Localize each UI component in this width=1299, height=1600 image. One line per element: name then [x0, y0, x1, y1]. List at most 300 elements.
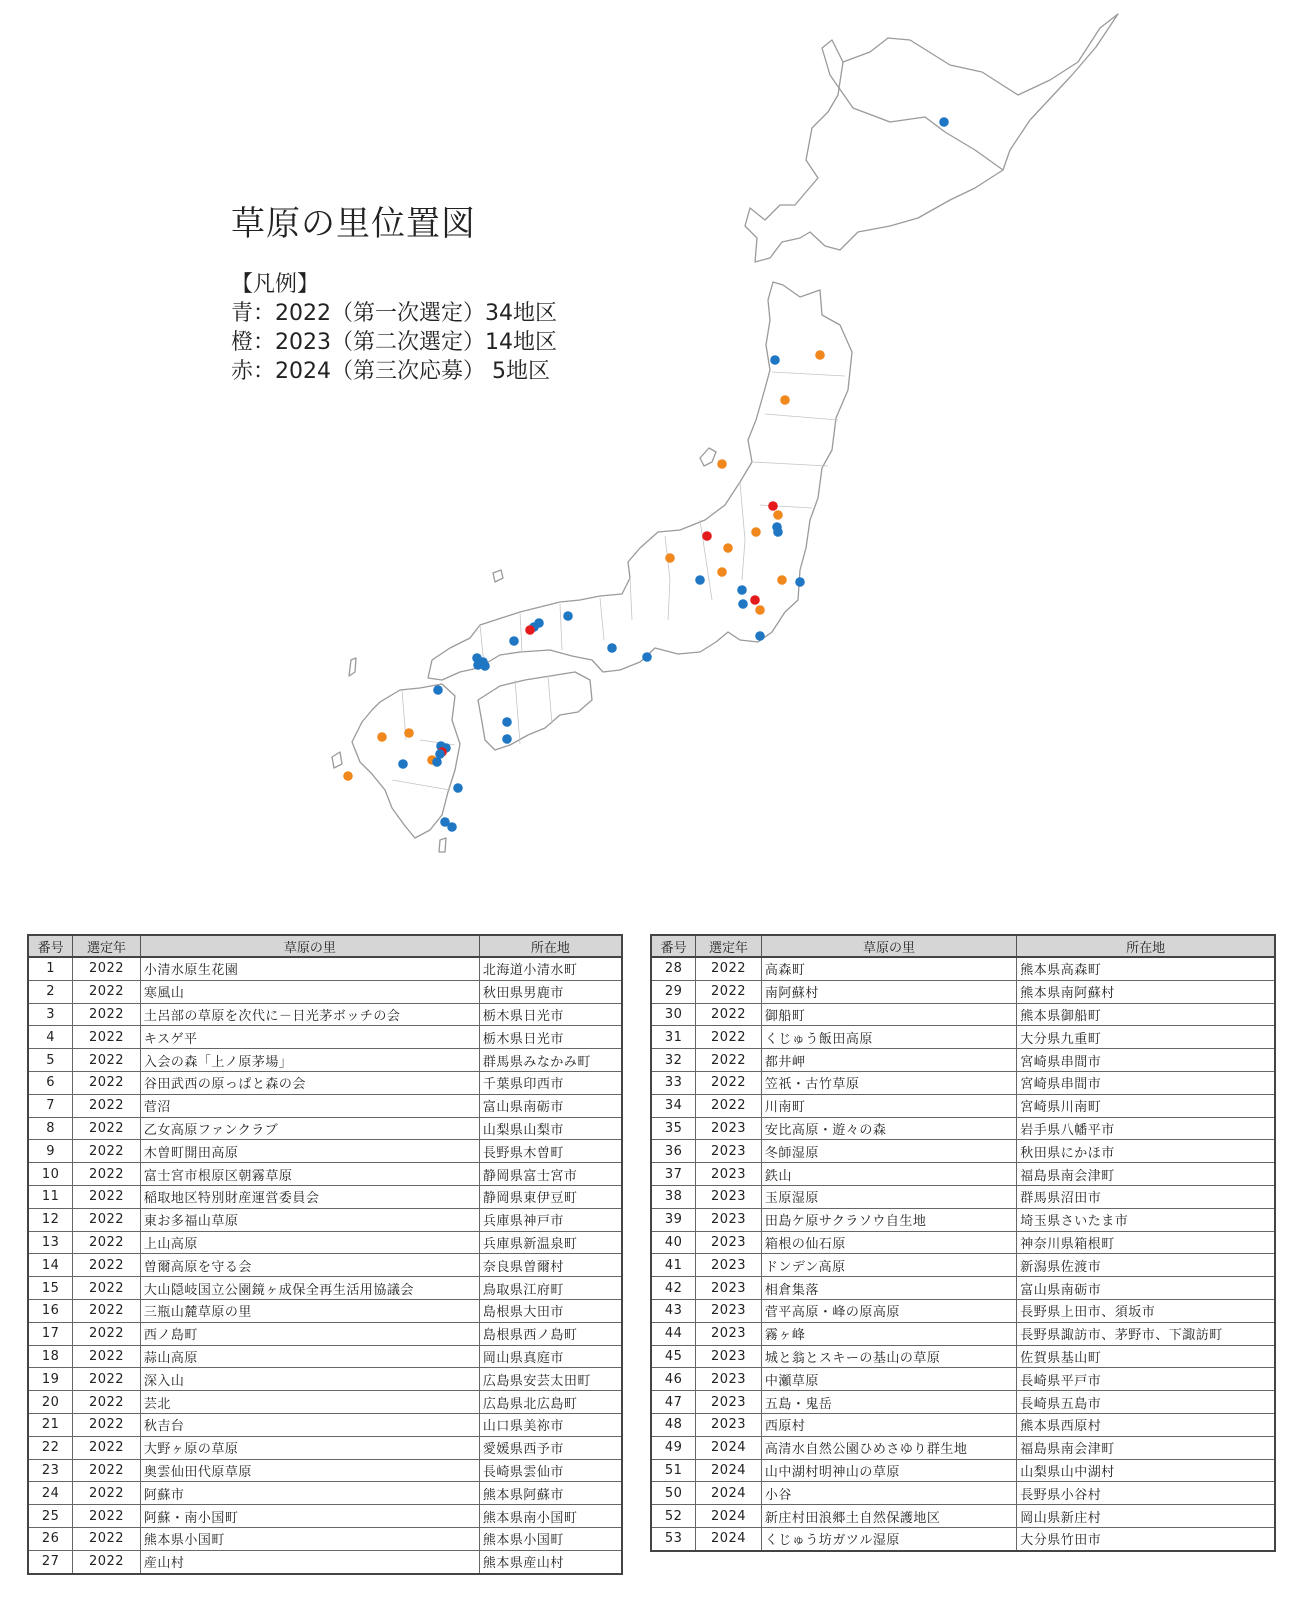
cell-year: 2022	[73, 1208, 141, 1231]
site-marker-2023	[717, 567, 727, 577]
cell-year: 2023	[696, 1368, 762, 1391]
site-marker-2022	[509, 636, 519, 646]
cell-site: 熊本県小国町	[140, 1527, 479, 1550]
cell-site: 新庄村田浪郷土自然保護地区	[761, 1505, 1016, 1528]
cell-number: 52	[651, 1505, 696, 1528]
cell-location: 新潟県佐渡市	[1017, 1254, 1275, 1277]
cell-site: 中瀬草原	[761, 1368, 1016, 1391]
site-marker-2022	[770, 355, 780, 365]
header-site: 草原の里	[761, 935, 1016, 957]
cell-location: 長野県木曽町	[479, 1140, 622, 1163]
table-row	[28, 1049, 622, 1072]
cell-site: 都井岬	[761, 1049, 1016, 1072]
cell-number: 24	[28, 1482, 73, 1505]
cell-number: 36	[651, 1140, 696, 1163]
cell-year: 2024	[696, 1482, 762, 1505]
cell-site: 蒜山高原	[140, 1345, 479, 1368]
cell-location: 栃木県日光市	[479, 1003, 622, 1026]
table-row	[651, 980, 1275, 1003]
cell-year: 2023	[696, 1391, 762, 1414]
cell-site: キスゲ平	[140, 1026, 479, 1049]
site-marker-2023	[755, 605, 765, 615]
cell-site: 小清水原生花園	[140, 957, 479, 980]
cell-year: 2023	[696, 1322, 762, 1345]
site-marker-2023	[815, 350, 825, 360]
cell-year: 2022	[696, 1049, 762, 1072]
cell-year: 2022	[696, 980, 762, 1003]
header-year: 選定年	[73, 935, 141, 957]
cell-year: 2022	[73, 1413, 141, 1436]
cell-number: 30	[651, 1003, 696, 1026]
cell-number: 43	[651, 1299, 696, 1322]
cell-location: 熊本県御船町	[1017, 1003, 1275, 1026]
site-marker-2024	[750, 595, 760, 605]
site-marker-2023	[343, 771, 353, 781]
table-row	[28, 1208, 622, 1231]
cell-year: 2023	[696, 1277, 762, 1300]
table-row	[651, 1413, 1275, 1436]
table-row	[28, 1391, 622, 1414]
cell-location: 群馬県沼田市	[1017, 1185, 1275, 1208]
cell-site: 土呂部の草原を次代に－日光茅ボッチの会	[140, 1003, 479, 1026]
cell-year: 2022	[73, 1277, 141, 1300]
cell-number: 33	[651, 1071, 696, 1094]
cell-location: 岡山県真庭市	[479, 1345, 622, 1368]
cell-site: 乙女高原ファンクラブ	[140, 1117, 479, 1140]
cell-number: 21	[28, 1413, 73, 1436]
cell-number: 32	[651, 1049, 696, 1072]
cell-site: 大山隠岐国立公園鏡ヶ成保全再生活用協議会	[140, 1277, 479, 1300]
cell-location: 熊本県高森町	[1017, 957, 1275, 980]
cell-year: 2022	[73, 1185, 141, 1208]
cell-number: 27	[28, 1550, 73, 1573]
header-location: 所在地	[479, 935, 622, 957]
cell-location: 長野県上田市、須坂市	[1017, 1299, 1275, 1322]
cell-site: 曽爾高原を守る会	[140, 1254, 479, 1277]
cell-location: 広島県安芸太田町	[479, 1368, 622, 1391]
cell-number: 25	[28, 1505, 73, 1528]
table-row	[651, 1254, 1275, 1277]
cell-site: 上山高原	[140, 1231, 479, 1254]
table-row	[651, 1391, 1275, 1414]
site-marker-2022	[755, 631, 765, 641]
cell-site: 阿蘇市	[140, 1482, 479, 1505]
cell-location: 富山県南砺市	[1017, 1277, 1275, 1300]
site-marker-2023	[665, 553, 675, 563]
site-marker-2022	[939, 117, 949, 127]
cell-location: 熊本県阿蘇市	[479, 1482, 622, 1505]
table-row	[651, 1003, 1275, 1026]
cell-year: 2022	[73, 1071, 141, 1094]
cell-site: 川南町	[761, 1094, 1016, 1117]
header-location: 所在地	[1017, 935, 1275, 957]
table-row	[651, 1436, 1275, 1459]
table-row	[28, 1003, 622, 1026]
cell-year: 2023	[696, 1140, 762, 1163]
table-row	[28, 1550, 622, 1573]
cell-site: 稲取地区特別財産運営委員会	[140, 1185, 479, 1208]
cell-site: 御船町	[761, 1003, 1016, 1026]
cell-location: 北海道小清水町	[479, 957, 622, 980]
shikoku-outline	[478, 672, 592, 750]
goto-outline	[332, 752, 342, 768]
table-row	[28, 1163, 622, 1186]
cell-site: 安比高原・遊々の森	[761, 1117, 1016, 1140]
cell-number: 34	[651, 1094, 696, 1117]
cell-year: 2022	[696, 1026, 762, 1049]
cell-site: 谷田武西の原っぱと森の会	[140, 1071, 479, 1094]
cell-site: 西原村	[761, 1413, 1016, 1436]
cell-site: 箱根の仙石原	[761, 1231, 1016, 1254]
cell-location: 群馬県みなかみ町	[479, 1049, 622, 1072]
cell-year: 2023	[696, 1117, 762, 1140]
cell-location: 山梨県山中湖村	[1017, 1459, 1275, 1482]
cell-location: 神奈川県箱根町	[1017, 1231, 1275, 1254]
table-row	[651, 1299, 1275, 1322]
cell-year: 2023	[696, 1345, 762, 1368]
table-row	[651, 1459, 1275, 1482]
cell-number: 46	[651, 1368, 696, 1391]
cell-year: 2022	[696, 1003, 762, 1026]
cell-location: 富山県南砺市	[479, 1094, 622, 1117]
cell-number: 20	[28, 1391, 73, 1414]
cell-number: 18	[28, 1345, 73, 1368]
table-row	[651, 1345, 1275, 1368]
site-marker-2024	[768, 501, 778, 511]
cell-location: 島根県西ノ島町	[479, 1322, 622, 1345]
cell-location: 長崎県五島市	[1017, 1391, 1275, 1414]
cell-number: 40	[651, 1231, 696, 1254]
table-row	[28, 1140, 622, 1163]
cell-number: 48	[651, 1413, 696, 1436]
cell-site: 奥雲仙田代原草原	[140, 1459, 479, 1482]
table-row	[28, 980, 622, 1003]
cell-number: 4	[28, 1026, 73, 1049]
cell-location: 島根県大田市	[479, 1299, 622, 1322]
cell-number: 11	[28, 1185, 73, 1208]
cell-location: 千葉県印西市	[479, 1071, 622, 1094]
site-marker-2022	[642, 652, 652, 662]
cell-year: 2022	[73, 1049, 141, 1072]
site-marker-2022	[563, 611, 573, 621]
table-row	[651, 1185, 1275, 1208]
table-row	[28, 1231, 622, 1254]
cell-site: 阿蘇・南小国町	[140, 1505, 479, 1528]
table-row	[28, 1094, 622, 1117]
table-row	[28, 1277, 622, 1300]
cell-number: 31	[651, 1026, 696, 1049]
cell-location: 岡山県新庄村	[1017, 1505, 1275, 1528]
cell-number: 44	[651, 1322, 696, 1345]
table-row	[28, 1459, 622, 1482]
site-marker-2023	[377, 732, 387, 742]
table-row	[28, 957, 622, 980]
table-row	[651, 1163, 1275, 1186]
legend-item-blue: 青：2022（第一次選定）34地区	[231, 301, 557, 326]
cell-location: 熊本県西原村	[1017, 1413, 1275, 1436]
cell-location: 静岡県東伊豆町	[479, 1185, 622, 1208]
cell-number: 2	[28, 980, 73, 1003]
cell-site: 大野ヶ原の草原	[140, 1436, 479, 1459]
cell-location: 福島県南会津町	[1017, 1436, 1275, 1459]
cell-site: 冬師湿原	[761, 1140, 1016, 1163]
cell-number: 41	[651, 1254, 696, 1277]
table-row	[28, 1436, 622, 1459]
site-marker-2023	[404, 728, 414, 738]
table-row	[28, 1185, 622, 1208]
cell-number: 38	[651, 1185, 696, 1208]
cell-location: 宮崎県串間市	[1017, 1071, 1275, 1094]
cell-site: 産山村	[140, 1550, 479, 1573]
cell-number: 37	[651, 1163, 696, 1186]
site-marker-2022	[737, 585, 747, 595]
table-row	[28, 1345, 622, 1368]
cell-location: 奈良県曽爾村	[479, 1254, 622, 1277]
site-marker-2023	[777, 575, 787, 585]
cell-number: 16	[28, 1299, 73, 1322]
cell-number: 12	[28, 1208, 73, 1231]
site-marker-2022	[433, 685, 443, 695]
cell-site: 南阿蘇村	[761, 980, 1016, 1003]
cell-site: 富士宮市根原区朝霧草原	[140, 1163, 479, 1186]
cell-number: 8	[28, 1117, 73, 1140]
cell-number: 23	[28, 1459, 73, 1482]
cell-location: 山口県美祢市	[479, 1413, 622, 1436]
cell-year: 2022	[73, 1094, 141, 1117]
cell-location: 宮崎県串間市	[1017, 1049, 1275, 1072]
legend-heading: 【凡例】	[231, 272, 320, 297]
table-row	[651, 1208, 1275, 1231]
cell-location: 兵庫県神戸市	[479, 1208, 622, 1231]
table-row	[28, 1368, 622, 1391]
cell-number: 9	[28, 1140, 73, 1163]
cell-number: 13	[28, 1231, 73, 1254]
cell-year: 2023	[696, 1163, 762, 1186]
cell-location: 福島県南会津町	[1017, 1163, 1275, 1186]
cell-year: 2022	[73, 1482, 141, 1505]
cell-year: 2022	[73, 1254, 141, 1277]
cell-location: 秋田県男鹿市	[479, 980, 622, 1003]
cell-year: 2022	[73, 1003, 141, 1026]
table-row	[651, 1231, 1275, 1254]
site-marker-2022	[738, 599, 748, 609]
table-row	[28, 1026, 622, 1049]
cell-site: ドンデン高原	[761, 1254, 1016, 1277]
cell-location: 秋田県にかほ市	[1017, 1140, 1275, 1163]
cell-location: 長崎県雲仙市	[479, 1459, 622, 1482]
cell-site: 菅平高原・峰の原高原	[761, 1299, 1016, 1322]
cell-location: 愛媛県西予市	[479, 1436, 622, 1459]
site-marker-2023	[723, 543, 733, 553]
cell-number: 28	[651, 957, 696, 980]
site-marker-2022	[502, 734, 512, 744]
cell-location: 大分県九重町	[1017, 1026, 1275, 1049]
cell-location: 広島県北広島町	[479, 1391, 622, 1414]
cell-year: 2023	[696, 1208, 762, 1231]
cell-year: 2022	[73, 1436, 141, 1459]
cell-location: 静岡県富士宮市	[479, 1163, 622, 1186]
cell-year: 2022	[73, 1163, 141, 1186]
cell-year: 2022	[73, 1505, 141, 1528]
cell-year: 2022	[73, 1550, 141, 1573]
cell-site: 城と翁とスキーの基山の草原	[761, 1345, 1016, 1368]
table-header-row	[651, 935, 1275, 957]
cell-number: 35	[651, 1117, 696, 1140]
cell-location: 熊本県産山村	[479, 1550, 622, 1573]
table-row	[28, 1482, 622, 1505]
cell-location: 岩手県八幡平市	[1017, 1117, 1275, 1140]
cell-year: 2022	[73, 980, 141, 1003]
header-number: 番号	[651, 935, 696, 957]
cell-site: 深入山	[140, 1368, 479, 1391]
cell-site: くじゅう飯田高原	[761, 1026, 1016, 1049]
cell-number: 45	[651, 1345, 696, 1368]
cell-location: 栃木県日光市	[479, 1026, 622, 1049]
site-marker-2022	[453, 783, 463, 793]
site-marker-2024	[525, 625, 535, 635]
cell-number: 7	[28, 1094, 73, 1117]
cell-site: 西ノ島町	[140, 1322, 479, 1345]
cell-number: 29	[651, 980, 696, 1003]
cell-location: 山梨県山梨市	[479, 1117, 622, 1140]
cell-year: 2024	[696, 1505, 762, 1528]
cell-year: 2023	[696, 1299, 762, 1322]
cell-number: 5	[28, 1049, 73, 1072]
cell-year: 2022	[73, 1299, 141, 1322]
table-row	[651, 1049, 1275, 1072]
cell-number: 1	[28, 957, 73, 980]
cell-year: 2024	[696, 1436, 762, 1459]
site-table-left	[27, 934, 623, 1575]
cell-number: 6	[28, 1071, 73, 1094]
cell-site: 三瓶山麓草原の里	[140, 1299, 479, 1322]
sado-outline	[700, 448, 716, 466]
site-marker-2022	[695, 575, 705, 585]
cell-location: 熊本県南小国町	[479, 1505, 622, 1528]
site-marker-2023	[773, 510, 783, 520]
cell-site: 田島ケ原サクラソウ自生地	[761, 1208, 1016, 1231]
cell-number: 51	[651, 1459, 696, 1482]
header-year: 選定年	[696, 935, 762, 957]
cell-number: 39	[651, 1208, 696, 1231]
cell-year: 2022	[73, 1368, 141, 1391]
cell-year: 2022	[73, 1231, 141, 1254]
cell-year: 2023	[696, 1185, 762, 1208]
cell-number: 17	[28, 1322, 73, 1345]
cell-site: 寒風山	[140, 980, 479, 1003]
cell-year: 2022	[73, 1322, 141, 1345]
cell-site: 入会の森「上ノ原茅場」	[140, 1049, 479, 1072]
cell-number: 14	[28, 1254, 73, 1277]
cell-location: 長野県諏訪市、茅野市、下諏訪町	[1017, 1322, 1275, 1345]
tsushima-outline	[349, 658, 356, 676]
table-row	[28, 1413, 622, 1436]
table-row	[651, 1026, 1275, 1049]
cell-site: 玉原湿原	[761, 1185, 1016, 1208]
site-marker-2022	[480, 661, 490, 671]
cell-site: くじゅう坊ガツル湿原	[761, 1527, 1016, 1550]
cell-year: 2022	[73, 1140, 141, 1163]
cell-year: 2022	[73, 1527, 141, 1550]
table-row	[651, 1117, 1275, 1140]
cell-year: 2022	[73, 1117, 141, 1140]
table-row	[651, 1482, 1275, 1505]
cell-site: 芸北	[140, 1391, 479, 1414]
table-row	[651, 1322, 1275, 1345]
site-marker-2022	[447, 822, 457, 832]
cell-location: 熊本県南阿蘇村	[1017, 980, 1275, 1003]
legend-item-red: 赤：2024（第三次応募） 5地区	[231, 359, 550, 384]
table-row	[651, 1368, 1275, 1391]
cell-number: 26	[28, 1527, 73, 1550]
table-row	[28, 1322, 622, 1345]
cell-year: 2024	[696, 1459, 762, 1482]
site-marker-2022	[432, 757, 442, 767]
cell-site: 五島・鬼岳	[761, 1391, 1016, 1414]
cell-location: 大分県竹田市	[1017, 1527, 1275, 1550]
cell-site: 東お多福山草原	[140, 1208, 479, 1231]
table-row	[28, 1117, 622, 1140]
cell-site: 山中湖村明神山の草原	[761, 1459, 1016, 1482]
cell-year: 2024	[696, 1527, 762, 1550]
cell-location: 長野県小谷村	[1017, 1482, 1275, 1505]
cell-year: 2022	[696, 1071, 762, 1094]
cell-location: 鳥取県江府町	[479, 1277, 622, 1300]
map-title: 草原の里位置図	[231, 204, 476, 244]
cell-number: 22	[28, 1436, 73, 1459]
cell-year: 2022	[696, 1094, 762, 1117]
cell-year: 2022	[73, 1391, 141, 1414]
table-header-row	[28, 935, 622, 957]
cell-number: 50	[651, 1482, 696, 1505]
cell-number: 49	[651, 1436, 696, 1459]
table-row	[651, 1505, 1275, 1528]
cell-location: 兵庫県新温泉町	[479, 1231, 622, 1254]
cell-number: 3	[28, 1003, 73, 1026]
table-row	[28, 1299, 622, 1322]
cell-year: 2023	[696, 1413, 762, 1436]
cell-site: 相倉集落	[761, 1277, 1016, 1300]
table-row	[651, 1071, 1275, 1094]
cell-location: 宮崎県川南町	[1017, 1094, 1275, 1117]
table-row	[28, 1527, 622, 1550]
cell-site: 小谷	[761, 1482, 1016, 1505]
site-marker-2023	[751, 527, 761, 537]
cell-number: 10	[28, 1163, 73, 1186]
cell-year: 2022	[73, 957, 141, 980]
table-row	[651, 1140, 1275, 1163]
table-row	[651, 957, 1275, 980]
cell-site: 菅沼	[140, 1094, 479, 1117]
table-row	[28, 1254, 622, 1277]
cell-year: 2023	[696, 1231, 762, 1254]
site-marker-2022	[795, 577, 805, 587]
cell-site: 高森町	[761, 957, 1016, 980]
cell-site: 霧ヶ峰	[761, 1322, 1016, 1345]
table-row	[651, 1094, 1275, 1117]
tanegashima-outline	[439, 838, 446, 852]
header-site: 草原の里	[140, 935, 479, 957]
cell-location: 佐賀県基山町	[1017, 1345, 1275, 1368]
site-marker-2022	[502, 717, 512, 727]
site-marker-2022	[607, 643, 617, 653]
oki-outline	[493, 570, 503, 582]
legend-item-orange: 橙：2023（第二次選定）14地区	[231, 330, 557, 355]
table-row	[651, 1527, 1275, 1550]
cell-number: 15	[28, 1277, 73, 1300]
cell-site: 笠祇・古竹草原	[761, 1071, 1016, 1094]
cell-year: 2022	[73, 1026, 141, 1049]
